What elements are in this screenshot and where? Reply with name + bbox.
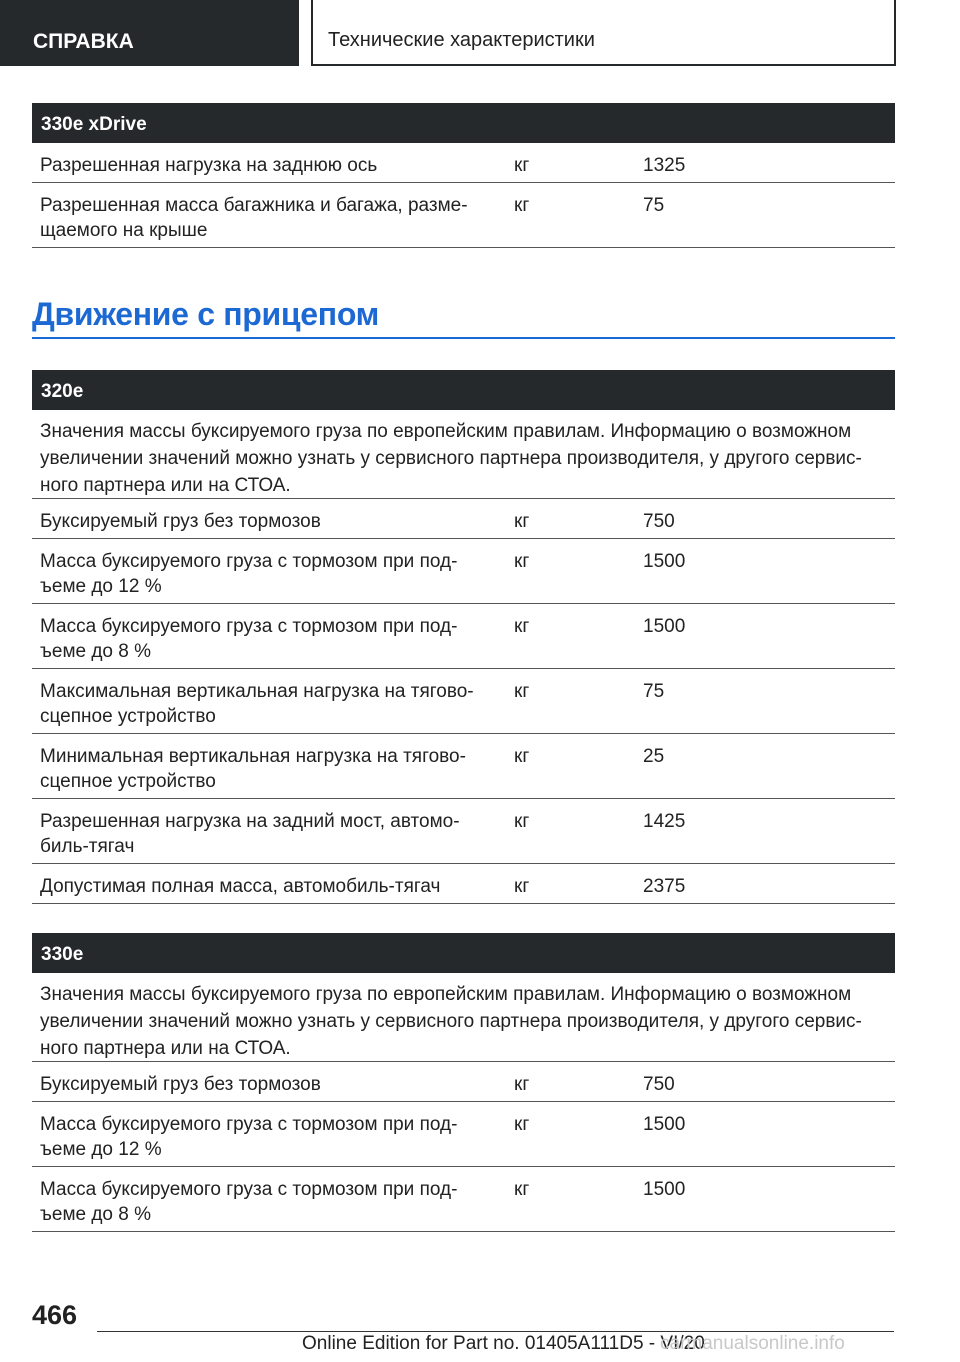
chapter-tab [311, 0, 896, 66]
row-unit: кг [514, 1179, 530, 1200]
table-330e-xdrive-weights [32, 103, 895, 248]
row-label: Минимальная вертикальная нагрузка на тягово-сцепное устройство [40, 746, 466, 792]
row-label: Масса буксируемого груза с тормозом при под-ъеме до 8 % [40, 1179, 458, 1225]
note-text: Значения массы буксируемого груза по европейским правилам. Информацию о возможном увеличении значений можно узнать у сервисного партнера производителя, у другого сервис-ного партнера или на СТОА. [40, 984, 862, 1059]
row-unit: кг [514, 1114, 530, 1135]
table-320e-towing [32, 370, 895, 904]
note-text: Значения массы буксируемого груза по европейским правилам. Информацию о возможном увеличении значений можно узнать у сервисного партнера производителя, у другого сервис-ного партнера или на СТОА. [40, 421, 862, 496]
footer-divider [97, 1331, 894, 1332]
table-header [32, 370, 895, 410]
row-unit: кг [514, 746, 530, 767]
table-header [32, 933, 895, 973]
section-tab [0, 0, 299, 66]
row-value: 75 [643, 195, 665, 216]
chapter-label: Технические характеристики [328, 29, 595, 51]
row-unit: кг [514, 1074, 530, 1095]
table-row [32, 1062, 895, 1102]
section-heading: Движение с прицепом [32, 296, 380, 332]
row-unit: кг [514, 195, 530, 216]
section-label: СПРАВКА [33, 30, 134, 53]
row-value: 1500 [643, 1114, 686, 1135]
row-label: Масса буксируемого груза с тормозом при под-ъеме до 12 % [40, 1114, 458, 1160]
row-unit: кг [514, 681, 530, 702]
table-row [32, 864, 895, 904]
footer-edition: Online Edition for Part no. 01405A111D5 - VI/20 [302, 1333, 705, 1354]
row-value: 1500 [643, 551, 686, 572]
table-note [32, 973, 895, 1062]
table-row [32, 539, 895, 604]
table-row [32, 183, 895, 248]
row-value: 1325 [643, 155, 686, 176]
row-label: Разрешенная нагрузка на задний мост, автомо-биль-тягач [40, 811, 460, 857]
row-unit: кг [514, 616, 530, 637]
row-value: 1500 [643, 616, 686, 637]
row-label: Разрешенная нагрузка на заднюю ось [40, 155, 378, 176]
row-value: 750 [643, 511, 675, 532]
row-unit: кг [514, 876, 530, 897]
row-unit: кг [514, 811, 530, 832]
row-value: 25 [643, 746, 665, 767]
row-label: Масса буксируемого груза с тормозом при под-ъеме до 12 % [40, 551, 458, 597]
row-unit: кг [514, 155, 530, 176]
table-title: 330e [41, 944, 84, 965]
row-label: Масса буксируемого груза с тормозом при под-ъеме до 8 % [40, 616, 458, 662]
table-note [32, 410, 895, 499]
row-label: Буксируемый груз без тормозов [40, 511, 321, 532]
row-label: Допустимая полная масса, автомобиль-тягач [40, 876, 441, 897]
row-value: 2375 [643, 876, 686, 897]
page-number: 466 [32, 1300, 78, 1330]
table-title: 330e xDrive [41, 114, 147, 135]
table-row [32, 799, 895, 864]
row-label: Максимальная вертикальная нагрузка на тягово-сцепное устройство [40, 681, 474, 727]
row-label: Буксируемый груз без тормозов [40, 1074, 321, 1095]
row-value: 75 [643, 681, 665, 702]
row-unit: кг [514, 551, 530, 572]
table-title: 320e [41, 381, 84, 402]
section-divider [32, 337, 895, 339]
table-header [32, 103, 895, 143]
table-row [32, 734, 895, 799]
table-row [32, 499, 895, 539]
table-row [32, 1102, 895, 1167]
row-value: 1500 [643, 1179, 686, 1200]
table-330e-towing [32, 933, 895, 1232]
table-row [32, 669, 895, 734]
row-unit: кг [514, 511, 530, 532]
table-row [32, 604, 895, 669]
row-value: 750 [643, 1074, 675, 1095]
footer-watermark: carmanualsonline.info [660, 1333, 845, 1354]
row-label: Разрешенная масса багажника и багажа, разме-щаемого на крыше [40, 195, 468, 241]
table-row [32, 1167, 895, 1232]
row-value: 1425 [643, 811, 686, 832]
table-row [32, 143, 895, 183]
